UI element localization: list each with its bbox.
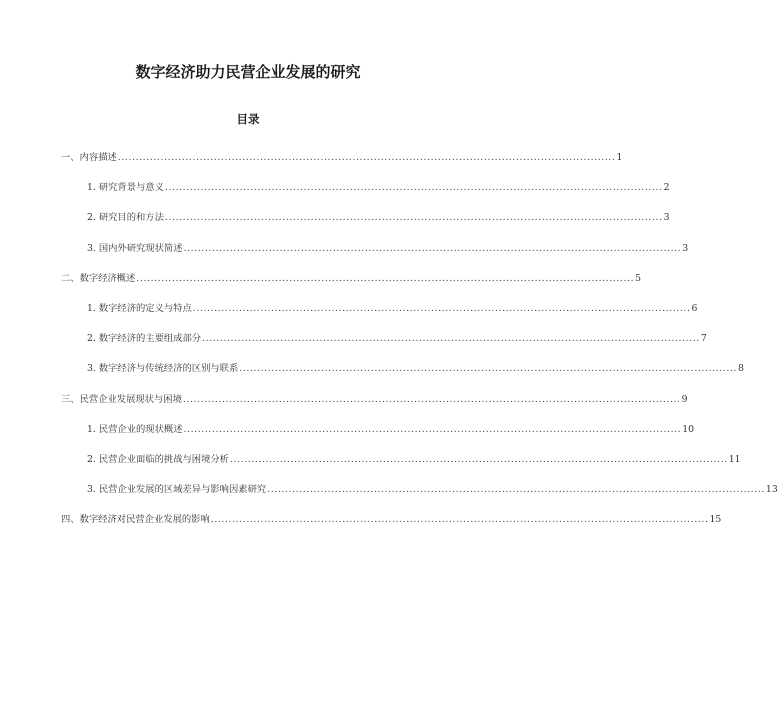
toc-page-number: 13	[765, 484, 778, 495]
toc-dot-leader: ............................................................................................................................................	[229, 454, 728, 465]
toc-heading: 目录	[236, 112, 260, 126]
toc-page-number: 10	[682, 424, 695, 435]
toc-entry[interactable]	[87, 422, 695, 438]
toc-entry-text: 2. 民营企业面临的挑战与困境分析	[87, 454, 229, 465]
toc-entry-text: 2. 数字经济的主要组成部分	[87, 333, 202, 344]
toc-entry[interactable]	[87, 331, 707, 347]
toc-page-number: 8	[738, 363, 744, 374]
toc-entry-text: 1. 民营企业的现状概述	[87, 424, 183, 435]
toc-page-number: 2	[663, 182, 670, 193]
document-title: 数字经济助力民营企业发展的研究	[135, 63, 361, 81]
toc-entry-text: 二、数字经济概述	[61, 273, 136, 284]
toc-entry-text: 1. 研究背景与意义	[87, 182, 164, 193]
toc-entry[interactable]	[87, 482, 778, 498]
toc-entry[interactable]	[87, 452, 741, 468]
toc-entry-text: 3. 数字经济与传统经济的区别与联系	[87, 363, 239, 374]
toc-page-number: 6	[691, 303, 698, 314]
toc-entry-text: 三、民营企业发展现状与困境	[61, 394, 182, 405]
toc-entry-text: 1. 数字经济的定义与特点	[87, 303, 192, 314]
toc-page-number: 1	[616, 152, 623, 163]
toc-dot-leader: ............................................................................................................................................	[183, 424, 682, 435]
toc-entry[interactable]	[61, 150, 623, 166]
toc-dot-leader: ............................................................................................................................................	[183, 243, 682, 254]
toc-page-number: 9	[681, 394, 688, 405]
toc-dot-leader: ............................................................................................................................................	[182, 394, 681, 405]
toc-dot-leader: ............................................................................................................................................	[210, 514, 709, 525]
toc-entry-text: 一、内容描述	[61, 152, 117, 163]
toc-entry[interactable]	[87, 180, 670, 196]
toc-dot-leader: ............................................................................................................................................	[164, 182, 663, 193]
toc-entry[interactable]	[87, 241, 689, 257]
toc-dot-leader: ............................................................................................................................................	[267, 484, 765, 495]
toc-page-number: 3	[663, 212, 670, 223]
toc-entry[interactable]	[87, 361, 744, 377]
toc-page-number: 15	[709, 514, 722, 525]
toc-dot-leader: ............................................................................................................................................	[136, 273, 635, 284]
toc-entry-text: 3. 民营企业发展的区域差异与影响因素研究	[87, 484, 267, 495]
toc-entry[interactable]	[61, 512, 722, 528]
toc-dot-leader: ............................................................................................................................................	[117, 152, 616, 163]
toc-page-number: 11	[728, 454, 741, 465]
toc-dot-leader: ............................................................................................................................................	[239, 363, 738, 374]
toc-entry-text: 3. 国内外研究现状简述	[87, 243, 183, 254]
toc-entry[interactable]	[87, 210, 670, 226]
toc-entry[interactable]	[61, 271, 642, 287]
toc-dot-leader: ............................................................................................................................................	[192, 303, 691, 314]
toc-entry[interactable]	[87, 301, 698, 317]
toc-entry-text: 四、数字经济对民营企业发展的影响	[61, 514, 210, 525]
toc-page-number: 5	[635, 273, 642, 284]
toc-entry[interactable]	[61, 392, 688, 408]
toc-page-number: 3	[682, 243, 689, 254]
toc-dot-leader: ............................................................................................................................................	[164, 212, 663, 223]
toc-dot-leader: ............................................................................................................................................	[202, 333, 700, 344]
toc-entry-text: 2. 研究目的和方法	[87, 212, 164, 223]
toc-page-number: 7	[700, 333, 707, 344]
